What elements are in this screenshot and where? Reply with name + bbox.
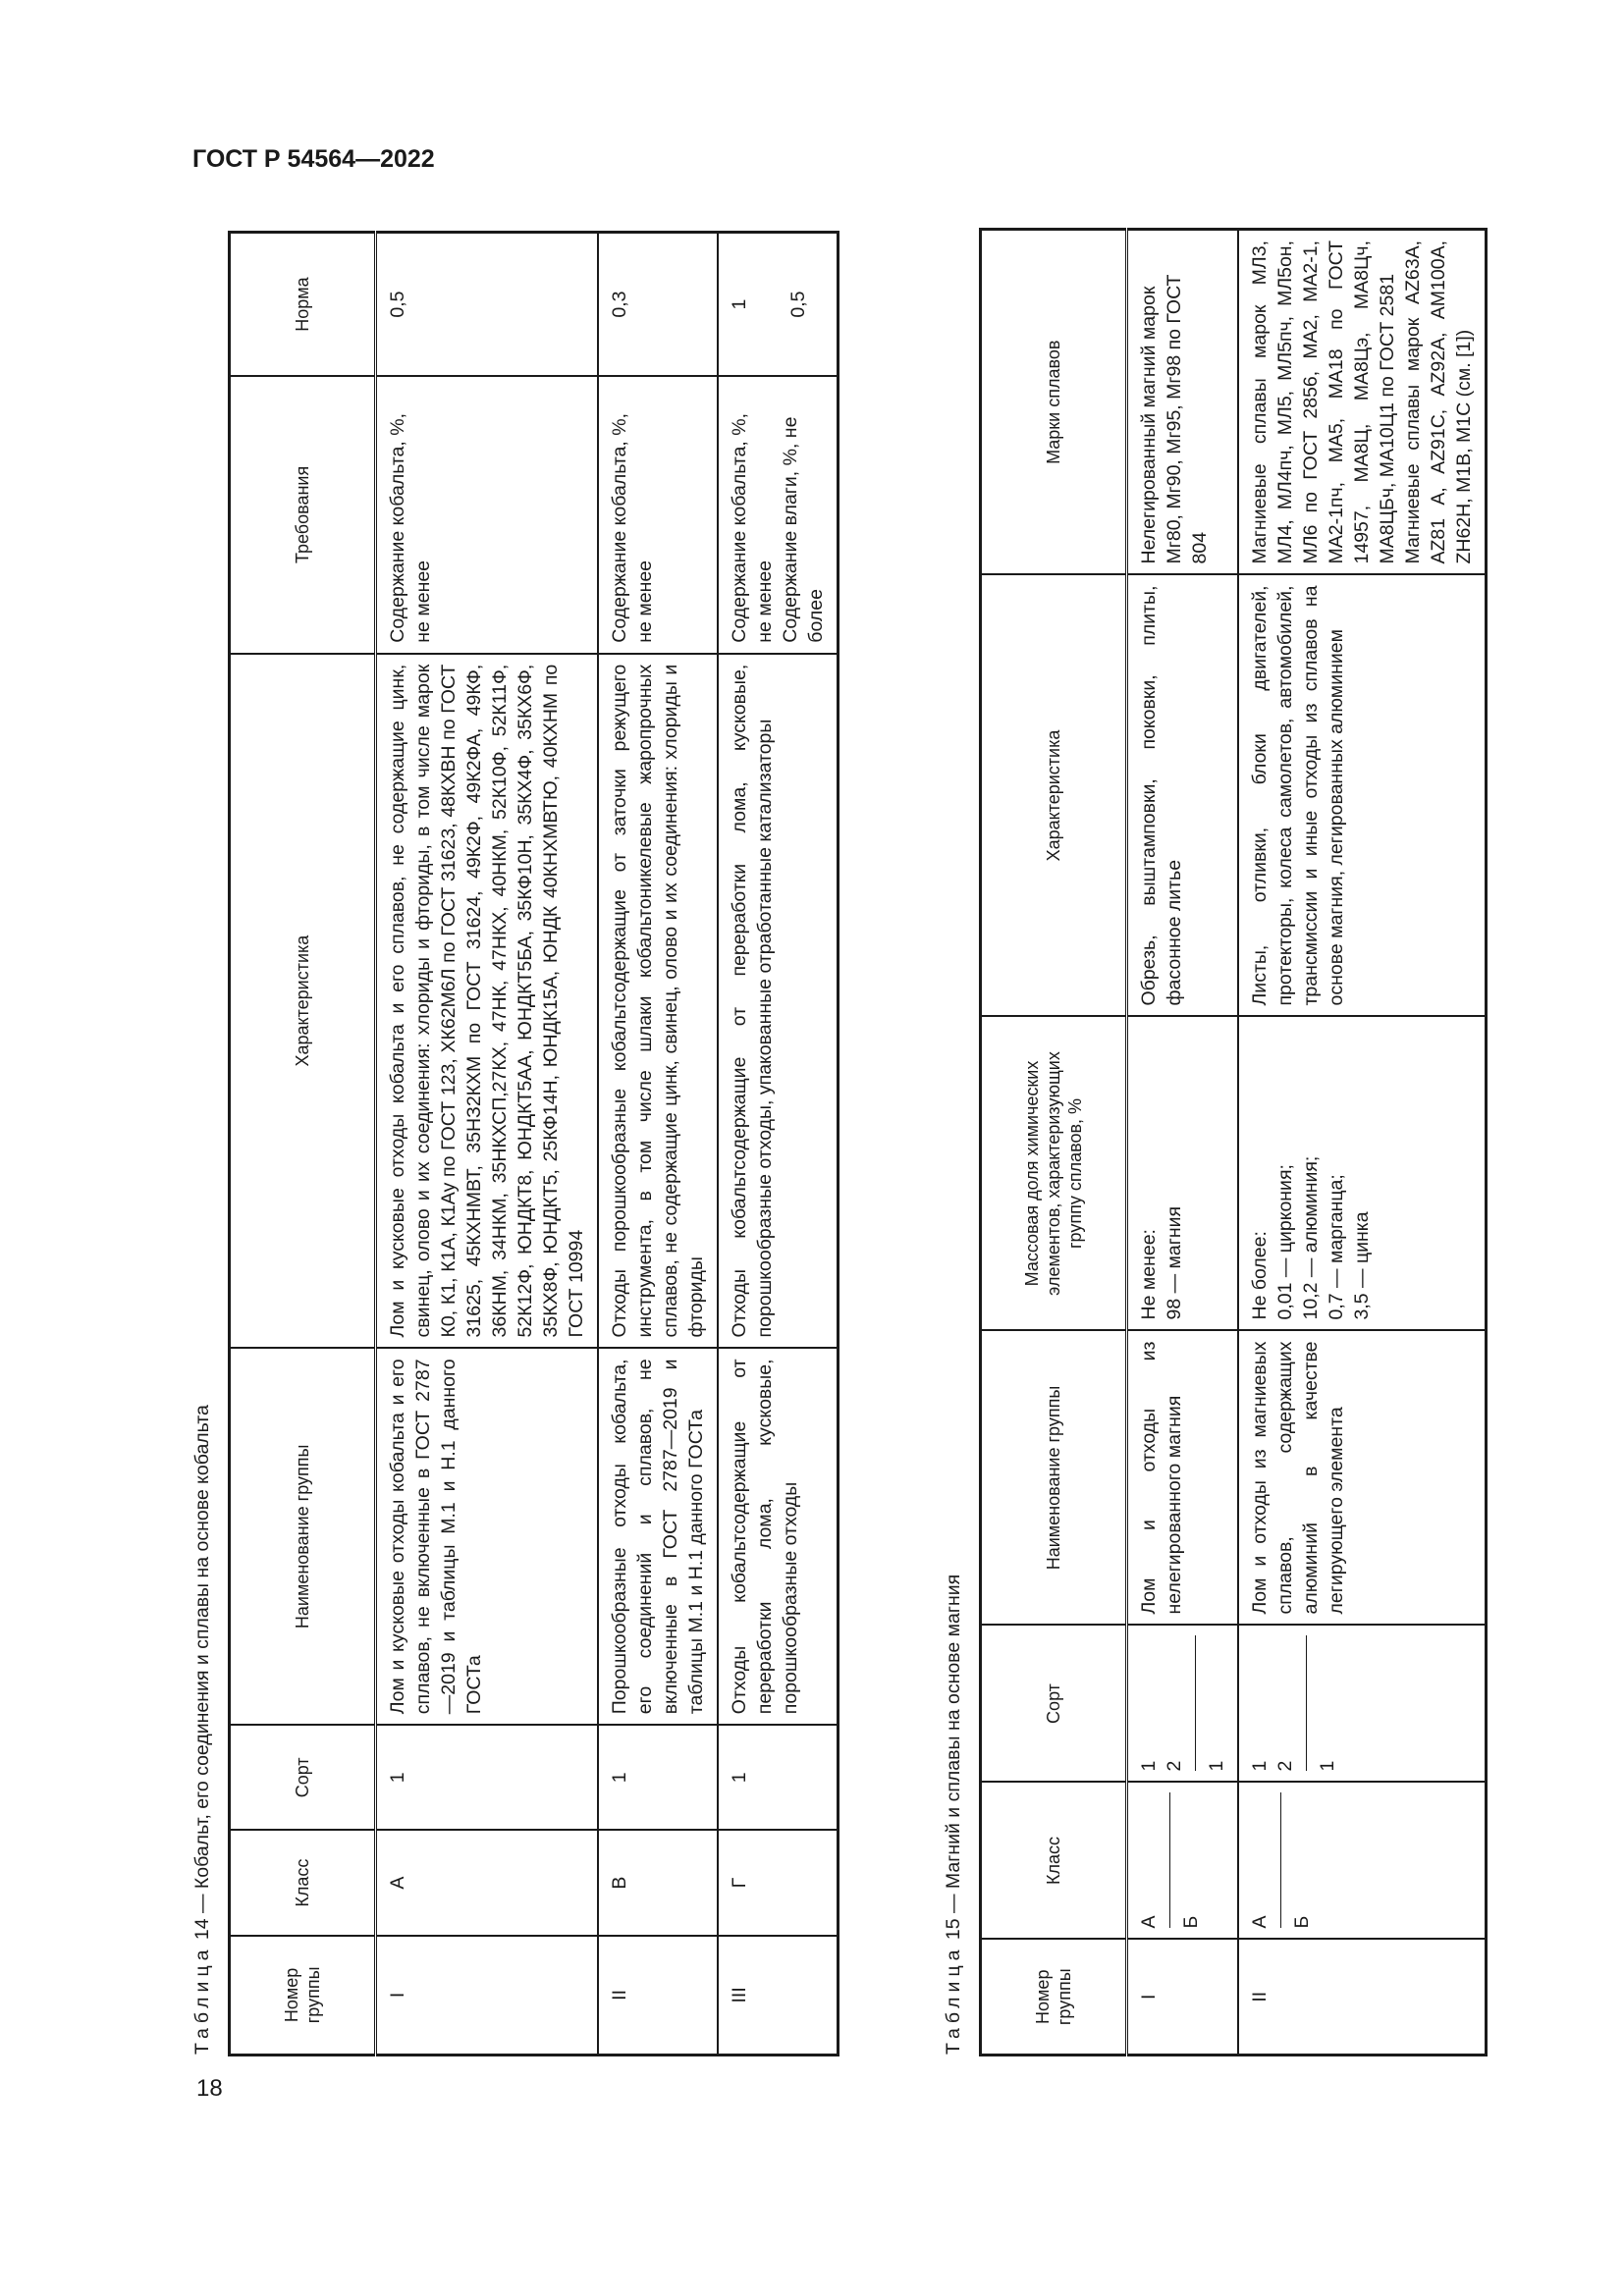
cell-requirements: Содержание кобальта, %, не менее [376,376,599,654]
document-header: ГОСТ Р 54564—2022 [192,145,435,173]
mass-line: 98 — магния [1164,1205,1185,1320]
table-15-block [938,231,1488,2056]
col-header-characteristic: Характеристика [230,654,376,1349]
cell-group: I [376,1936,599,2056]
sort-b: 1 [1195,1636,1229,1772]
cell-norm: 0,5 [376,233,599,377]
cell-class [1127,1783,1239,1940]
class-a: А [1138,1915,1160,1929]
cell-group: III [718,1936,839,2056]
cell-sort [1238,1626,1487,1783]
col-header-group-name: Наименование группы [230,1348,376,1725]
table-14-caption [187,231,218,2055]
cell-mass-fraction [1238,1017,1487,1331]
norm-cobalt: 1 [729,298,750,310]
table-row [718,233,839,2056]
table-14 [228,231,839,2056]
table-15-header-row [981,230,1127,2056]
col-header-norm: Норма [230,233,376,377]
mass-line: 0,01 — циркония; [1274,1164,1296,1320]
mass-line: 0,7 — марганца; [1326,1174,1347,1320]
mass-line: Не более: [1249,1231,1271,1320]
cell-group-name: Отходы кобальтсодержащие от переработки лома, кусковые, порошкообразные отходы [718,1348,839,1725]
cell-class: Г [718,1830,839,1935]
mass-line: 3,5 — цинка [1351,1211,1373,1320]
cell-alloy-grades: Нелегированный магний марок Мг80, Мг90, Мг95, Мг98 по ГОСТ 804 [1127,230,1239,575]
cell-sort [1127,1626,1239,1783]
cell-group-name: Порошкообразные отходы кобальта, его соединений и сплавов, не включенные в ГОСТ 2787—2019 и таблицы М.1 и Н.1 данного ГОСТа [598,1348,718,1725]
table-14-caption-label: Таблица [191,1945,213,2055]
cell-norm [718,233,839,377]
col-header-requirements: Требования [230,376,376,654]
table-row [376,233,599,2056]
cell-mass-fraction [1127,1017,1239,1331]
cell-characteristic: Лом и кусковые отходы кобальта и его сплавов, не содержащие цинк, свинец, олово и их соединения: хлориды и фториды, в том числе марок К0, К1, К1А, К1Ау по ГОСТ 123, ХК62М6Л по ГОСТ 31623, 48КХВН по ГОСТ 31625, 45КХНМВТ, 35НЗ2КХМ по ГОСТ 31624, 49К2Ф, 49К2ФА, 49КФ, 36КНМ, 34НКМ, 35НКХСП,27КХ, 47НК, 47НКХ, 40НКМ, 52К10Ф, 52К11Ф, 52К12Ф, ЮНДКТ8, ЮНДКТ5АА, ЮНДКТ5БА, 35КФ10Н, 35КХ4Ф, 35КХ6Ф, 35КХ8Ф, ЮНДКТ5, 25КФ14Н, ЮНДК15А, ЮНДК 40КНХМВТЮ, 40КХНМ по ГОСТ 10994 [376,654,599,1349]
class-b: Б [1169,1793,1204,1929]
cell-group: I [1127,1940,1239,2056]
col-header-group-name: Наименование группы [981,1331,1127,1626]
cell-class: В [598,1830,718,1935]
col-header-alloy-grades: Марки сплавов [981,230,1127,575]
sort-a1: 1 [1249,1760,1271,1772]
table-15-caption [938,231,969,2055]
col-header-characteristic: Характеристика [981,575,1127,1017]
col-header-sort: Сорт [230,1725,376,1830]
requirement-cobalt: Содержание кобальта, %, не менее [729,413,776,643]
cell-characteristic: Листы, отливки, блоки двигателей, протекторы, колеса самолетов, автомобилей, трансмиссии и иные отходы из сплавов на основе магния, легированных алюминием [1238,575,1487,1017]
col-header-class: Класс [230,1830,376,1935]
col-header-group-number: Номер группы [981,1940,1127,2056]
alloy-grades-gost: Магниевые сплавы марок МЛ3, МЛ4, МЛ4пч, МЛ5, МЛ5пч, МЛ5он, МЛ6 по ГОСТ 2856, МА2, МА2-1, МА2-1пч, МА5, МА18 по ГОСТ 14957, МА8Ц, МА8Цэ, МА8Цч, МА8ЦБч, МА10Ц1 по ГОСТ 2581 [1249,240,1398,564]
cell-characteristic: Отходы кобальтсодержащие от переработки лома, кусковые, порошкообразные отходы, упакованные отработанные катализаторы [718,654,839,1349]
col-header-sort: Сорт [981,1626,1127,1783]
cell-characteristic: Отходы порошкообразные кобальтсодержащие от заточки режущего инструмента, в том числе шлаки кобальтоникелевые жаропрочных сплавов, не содержащие цинк, свинец, олово и их соединения: хлориды и фториды [598,654,718,1349]
cell-group-name: Лом и отходы из нелегированного магния [1127,1331,1239,1626]
table-14-caption-text: 14 — Кобальт, его соединения и сплавы на основе кобальта [191,1405,213,1941]
col-header-group-number: Номер группы [230,1936,376,2056]
page-number: 18 [196,2075,223,2102]
cell-norm: 0,3 [598,233,718,377]
cell-sort: 1 [598,1725,718,1830]
sort-b: 1 [1306,1636,1340,1772]
cell-class [1238,1783,1487,1940]
cell-group-name: Лом и отходы из магниевых сплавов, содержащих алюминий в качестве легирующего элемента [1238,1331,1487,1626]
sort-a2: 2 [1164,1760,1185,1772]
cell-requirements: Содержание кобальта, %, не менее [598,376,718,654]
sort-a1: 1 [1138,1760,1160,1772]
table-14-header-row [230,233,376,2056]
sort-a2: 2 [1274,1760,1296,1772]
table-15-caption-label: Таблица [943,1945,964,2055]
cell-sort: 1 [376,1725,599,1830]
cell-group: II [598,1936,718,2056]
class-b: Б [1280,1793,1315,1929]
cell-group-name: Лом и кусковые отходы кобальта и его сплавов, не включенные в ГОСТ 2787—2019 и таблицы М.1 и Н.1 данного ГОСТа [376,1348,599,1725]
col-header-class: Класс [981,1783,1127,1940]
class-a: А [1249,1915,1271,1929]
table-row [1127,230,1239,2056]
mass-line: 10,2 — алюминия; [1300,1155,1322,1320]
cell-sort: 1 [718,1725,839,1830]
table-14-block [187,231,839,2056]
mass-line: Не менее: [1138,1229,1160,1320]
table-15 [979,228,1488,2056]
col-header-mass-fraction: Массовая доля химических элементов, характеризующих группу сплавов, % [981,1017,1127,1331]
cell-requirements [718,376,839,654]
alloy-grades-foreign: Магниевые сплавы марок AZ63A, AZ81 A, AZ91C, AZ92A, AM100A, ZH62H, М1В, М1С (см. [1]) [1402,240,1475,564]
cell-characteristic: Обрезь, выштамповки, поковки, плиты, фасонное литье [1127,575,1239,1017]
cell-group: II [1238,1940,1487,2056]
norm-moisture: 0,5 [787,291,809,318]
requirement-moisture: Содержание влаги, %, не более [780,416,827,643]
table-15-caption-text: 15 — Магний и сплавы на основе магния [943,1574,964,1941]
table-row [1238,230,1487,2056]
table-row [598,233,718,2056]
cell-alloy-grades [1238,230,1487,575]
cell-class: А [376,1830,599,1935]
